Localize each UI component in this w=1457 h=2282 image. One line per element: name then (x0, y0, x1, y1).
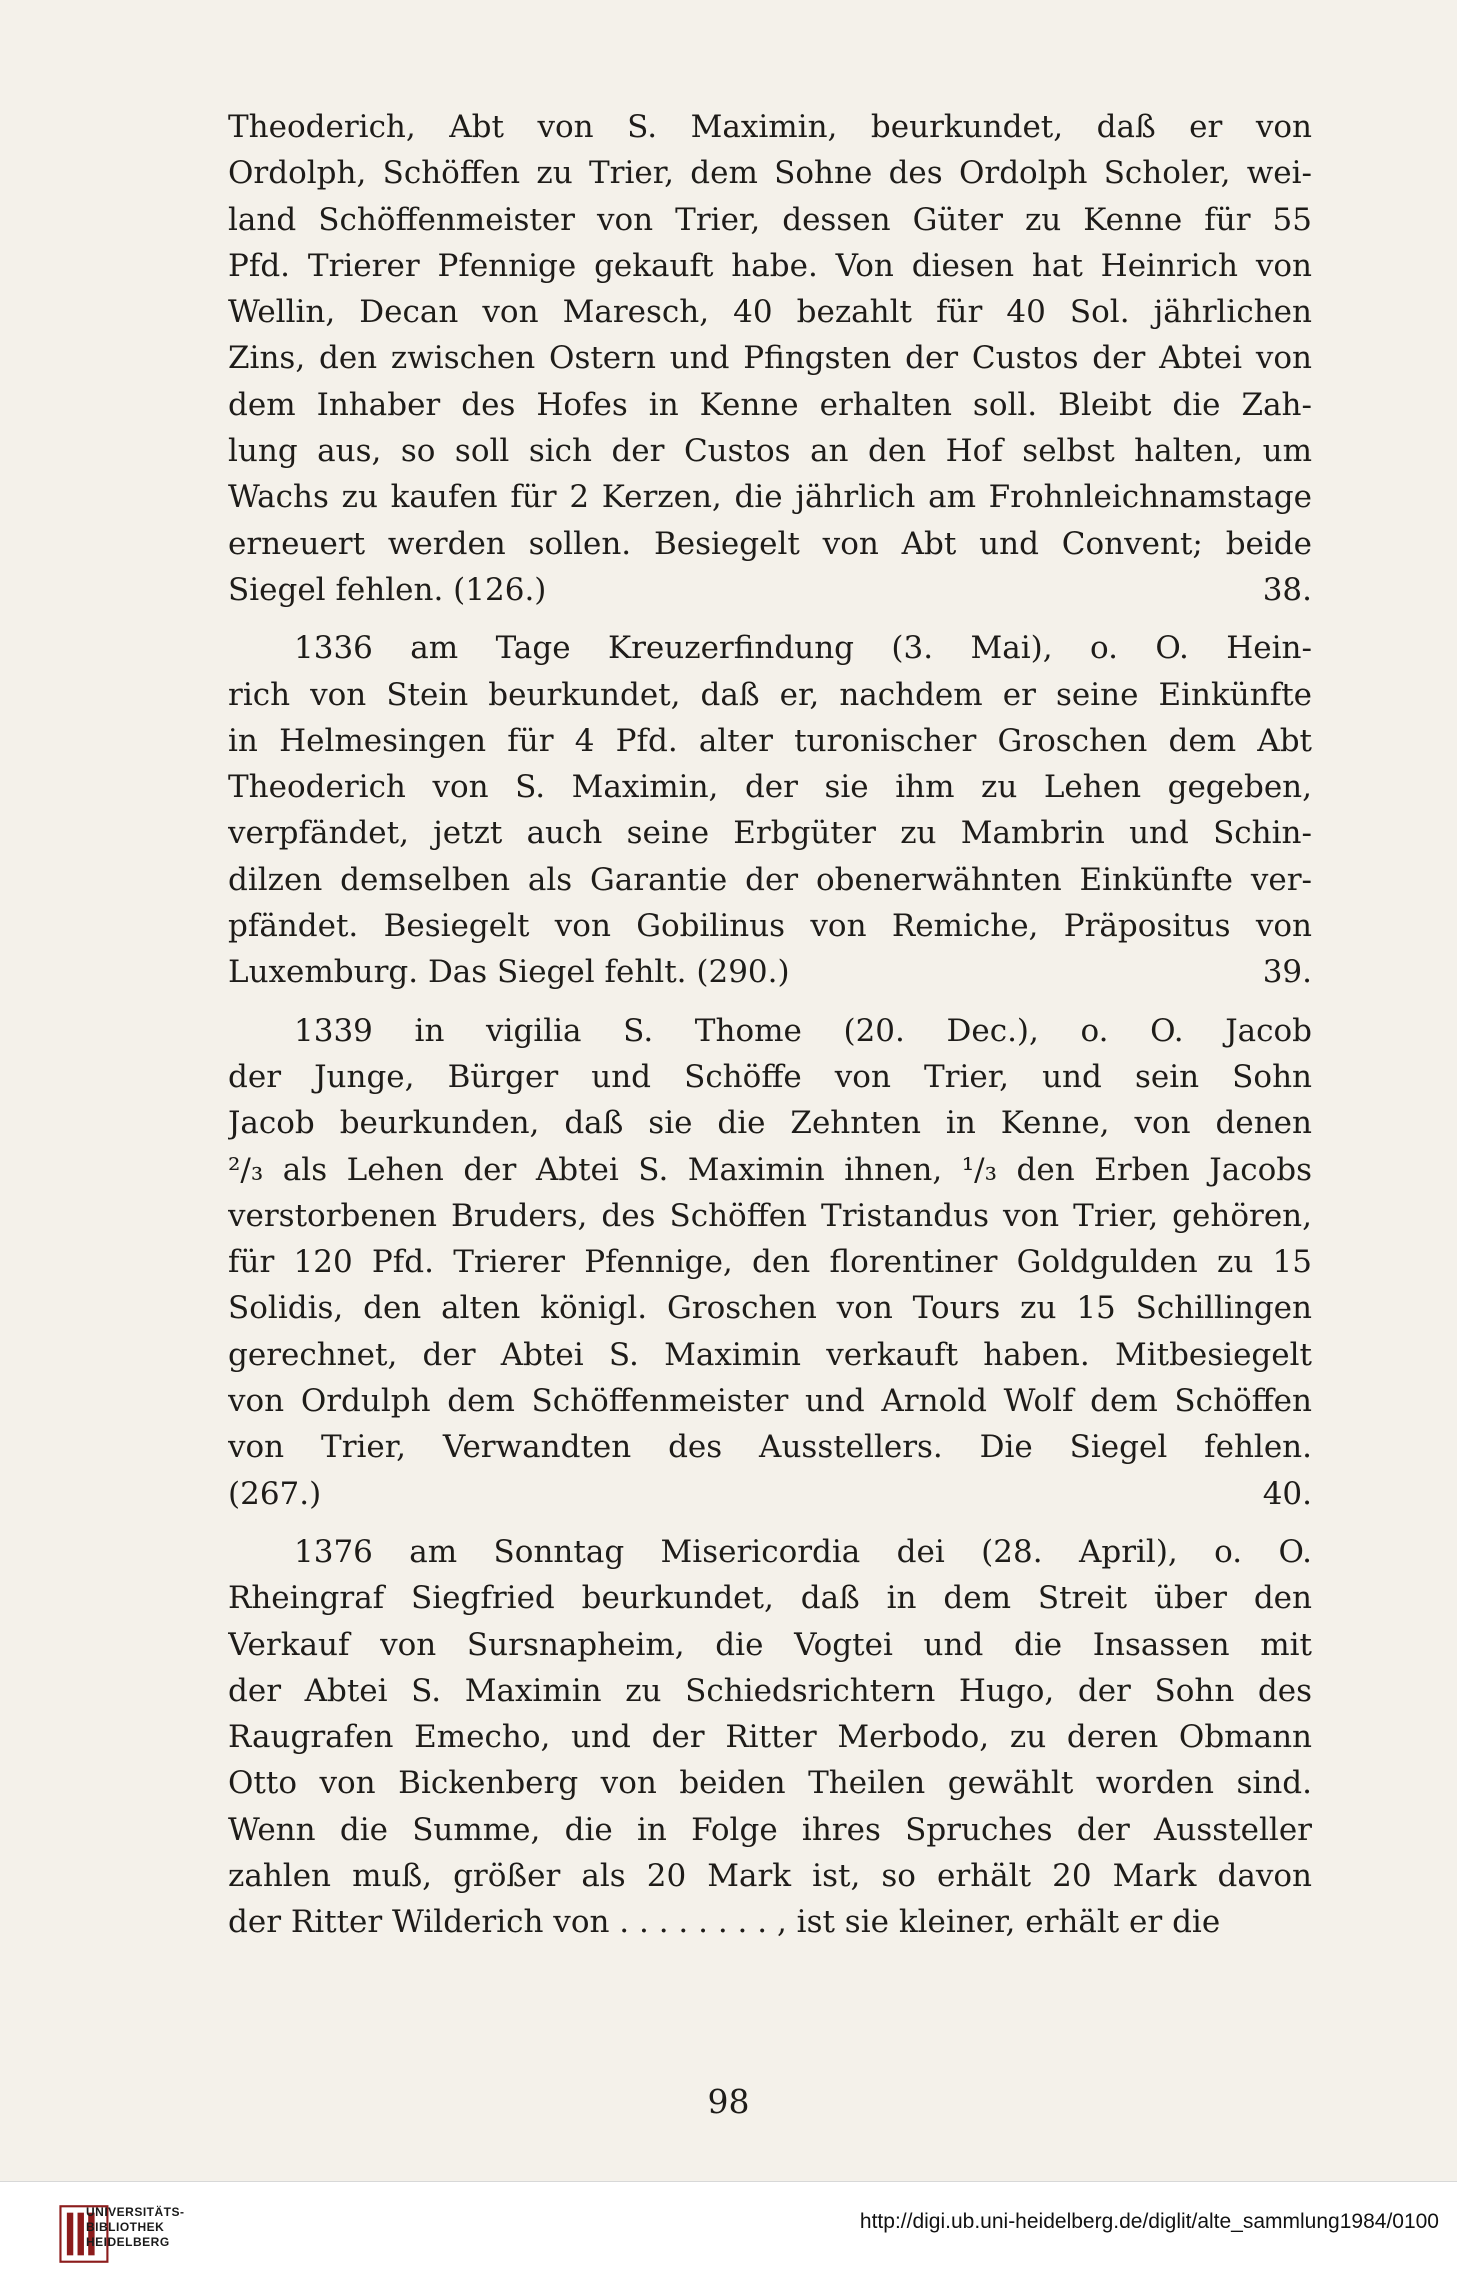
text-line: Luxemburg. Das Siegel fehlt. (290.) 39. (228, 949, 1312, 995)
text-line: land Schöffenmeister von Trier, dessen Güter zu Kenne für 55 (228, 201, 1312, 238)
text-line: zahlen muß, größer als 20 Mark ist, so erhält 20 Mark davon (228, 1857, 1312, 1894)
source-url-link[interactable]: http://digi.ub.uni-heidelberg.de/diglit/alte_sammlung1984/0100 (859, 2210, 1439, 2233)
text-line: Pfd. Trierer Pfennige gekauft habe. Von diesen hat Heinrich von (228, 247, 1312, 284)
text-line: pfändet. Besiegelt von Gobilinus von Remiche, Präpositus von (228, 908, 1312, 945)
text-line: 1376 am Sonntag Misericordia dei (28. April), o. O. (294, 1533, 1312, 1570)
page-number: 98 (707, 2082, 750, 2121)
text-line: rich von Stein beurkundet, daß er, nachdem er seine Einkünfte (228, 676, 1312, 713)
text-line: ²/₃ als Lehen der Abtei S. Maximin ihnen, ¹/₃ den Erben Jacobs (228, 1151, 1312, 1188)
text-line: der Ritter Wilderich von . . . . . . . . , ist sie kleiner, erhält er die (228, 1904, 1221, 1941)
text-line: erneuert werden sollen. Besiegelt von Abt und Convent; beide (228, 525, 1312, 562)
text-line: Siegel fehlen. (126.) 38. (228, 567, 1312, 613)
text-line: dem Inhaber des Hofes in Kenne erhalten soll. Bleibt die Zah- (228, 386, 1312, 423)
text-line: Wellin, Decan von Maresch, 40 bezahlt für 40 Sol. jährlichen (228, 294, 1312, 331)
text-line: Jacob beurkunden, daß sie die Zehnten in Kenne, von denen (228, 1105, 1312, 1142)
text-line: Raugrafen Emecho, und der Ritter Merbodo, zu deren Obmann (228, 1719, 1312, 1756)
text-line: Theoderich von S. Maximin, der sie ihm zu Lehen gegeben, (228, 769, 1312, 806)
library-name-line-2: BIBLIOTHEK (86, 2220, 165, 2234)
library-name-line-1: UNIVERSITÄTS- (86, 2205, 185, 2219)
text-line: Wachs zu kaufen für 2 Kerzen, die jährlich am Frohnleichnamstage (228, 479, 1312, 516)
text-line: von Trier, Verwandten des Ausstellers. Die Siegel fehlen. (228, 1429, 1312, 1466)
paragraph (228, 1008, 1312, 1517)
footer-bar (0, 2181, 1457, 2282)
entry-number: 38. (1262, 571, 1312, 608)
text-line: Wenn die Summe, die in Folge ihres Spruches der Aussteller (228, 1811, 1312, 1848)
entry-number: 40. (1262, 1475, 1312, 1512)
paragraph (228, 1529, 1312, 1946)
text-line: verpfändet, jetzt auch seine Erbgüter zu Mambrin und Schin- (228, 815, 1312, 852)
entry-number: 39. (1262, 954, 1312, 991)
main-text (228, 104, 1312, 1958)
text-line: lung aus, so soll sich der Custos an den Hof selbst halten, um (228, 433, 1312, 470)
text-line: 1336 am Tage Kreuzerfindung (3. Mai), o. O. Hein- (294, 630, 1312, 667)
text-line: Otto von Bickenberg von beiden Theilen gewählt worden sind. (228, 1765, 1312, 1802)
text-line: der Abtei S. Maximin zu Schiedsrichtern Hugo, der Sohn des (228, 1672, 1312, 1709)
text-line: für 120 Pfd. Trierer Pfennige, den florentiner Goldgulden zu 15 (228, 1244, 1312, 1281)
text-line: verstorbenen Bruders, des Schöffen Tristandus von Trier, gehören, (228, 1197, 1312, 1234)
text-line: in Helmesingen für 4 Pfd. alter turonischer Groschen dem Abt (228, 722, 1312, 759)
text-line: von Ordulph dem Schöffenmeister und Arnold Wolf dem Schöffen (228, 1383, 1312, 1420)
library-name (86, 2205, 185, 2250)
text-line: der Junge, Bürger und Schöffe von Trier, und sein Sohn (228, 1058, 1312, 1095)
text-line: Rheingraf Siegfried beurkundet, daß in dem Streit über den (228, 1580, 1312, 1617)
text-line: Zins, den zwischen Ostern und Pfingsten der Custos der Abtei von (228, 340, 1312, 377)
text-line: (267.) 40. (228, 1471, 1312, 1517)
paragraph (228, 625, 1312, 995)
text-line: Theoderich, Abt von S. Maximin, beurkundet, daß er von (228, 109, 1312, 145)
text-line: 1339 in vigilia S. Thome (20. Dec.), o. O. Jacob (294, 1012, 1312, 1049)
text-line: Ordolph, Schöffen zu Trier, dem Sohne des Ordolph Scholer, wei- (228, 155, 1312, 192)
text-line: Verkauf von Sursnapheim, die Vogtei und die Insassen mit (228, 1626, 1312, 1663)
library-name-line-3: HEIDELBERG (86, 2235, 170, 2249)
text-line: gerechnet, der Abtei S. Maximin verkauft haben. Mitbesiegelt (228, 1336, 1312, 1373)
text-line: Solidis, den alten königl. Groschen von Tours zu 15 Schillingen (228, 1290, 1312, 1327)
paragraph (228, 104, 1312, 613)
text-line: dilzen demselben als Garantie der obenerwähnten Einkünfte ver- (228, 861, 1312, 898)
